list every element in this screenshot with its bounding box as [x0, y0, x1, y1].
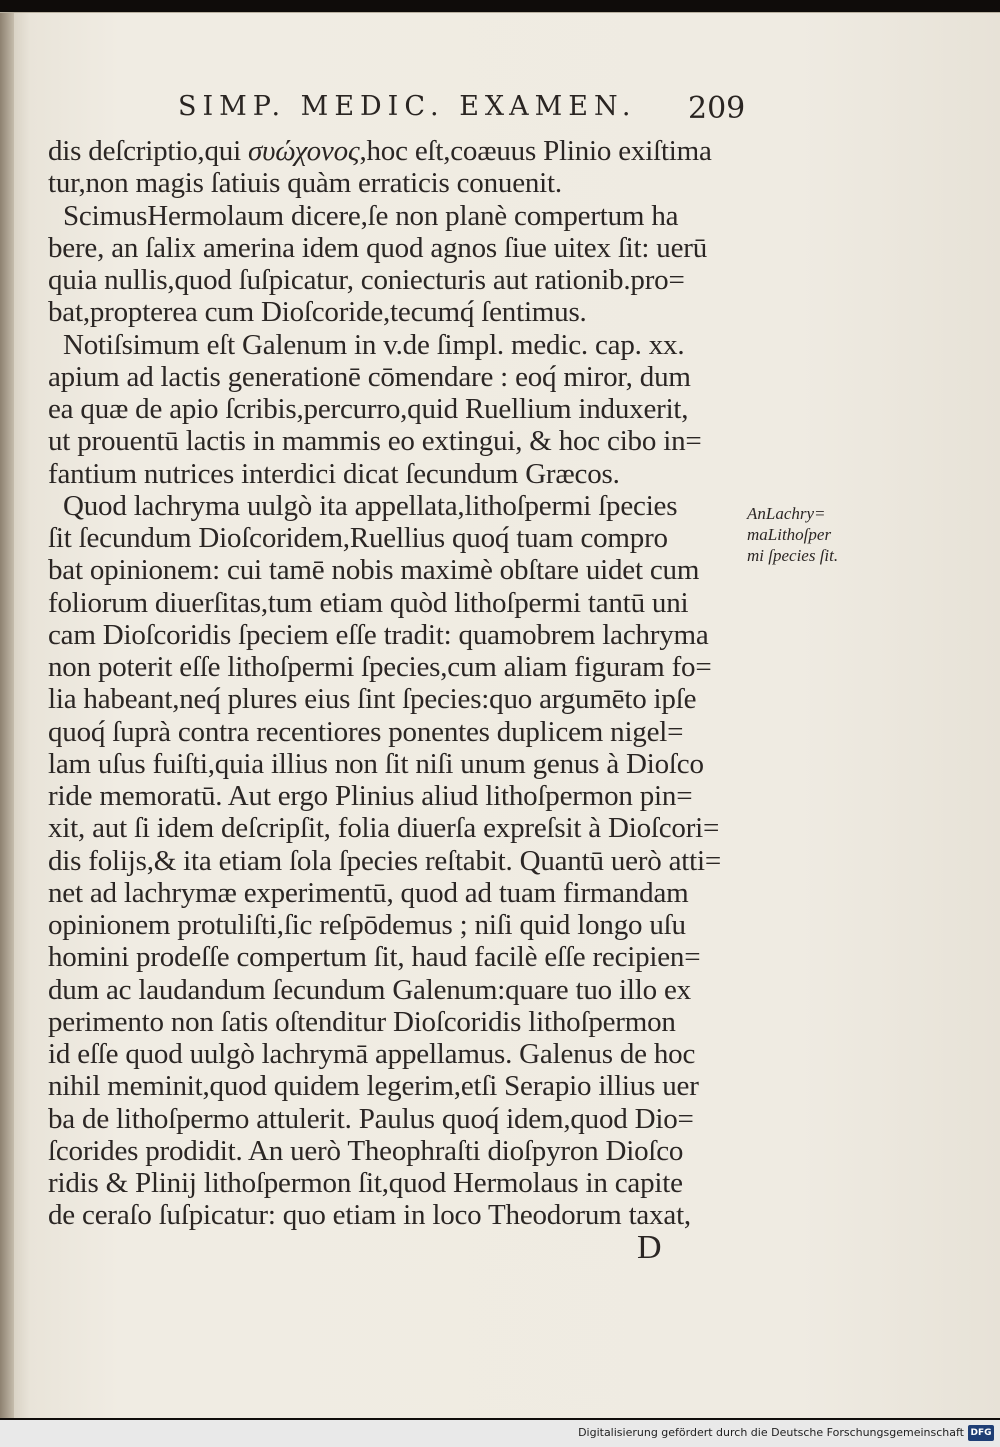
text-line: bat opinionem: cui tamē nobis maximè obſtare uidet cum — [48, 554, 700, 587]
marginal-note — [747, 503, 877, 566]
text-line: ut prouentū lactis in mammis eo extingui, & hoc cibo in= — [48, 425, 702, 458]
text-segment: dis deſcriptio,qui — [48, 135, 248, 167]
marginal-line: mi ſpecies ſit. — [747, 546, 839, 565]
text-line: bat,propterea cum Dioſcoride,tecumq́ ſentimus. — [48, 296, 587, 329]
text-line: ſcorides prodidit. An uerò Theophraſti dioſpyron Dioſco — [48, 1134, 684, 1167]
footer-bar — [0, 1420, 1000, 1447]
text-line: xit, aut ſi idem deſcripſit, folia diuerſa expreſsit à Dioſcori= — [48, 812, 720, 845]
text-line: net ad lachrymæ experimentū, quod ad tuam firmandam — [48, 876, 689, 909]
text-line: id eſſe quod uulgò lachrymā appellamus. Galenus de hoc — [48, 1038, 696, 1070]
text-segment: ,hoc eſt,coæuus Plinio exiſtima — [359, 135, 712, 167]
text-line: lia habeant,neq́ plures eius ſint ſpecies:quo argumēto ipſe — [48, 683, 697, 716]
text-line: ea quæ de apio ſcribis,percurro,quid Ruellium induxerit, — [48, 393, 689, 425]
text-line: fantium nutrices interdici dicat ſecundum Græcos. — [48, 457, 620, 490]
text-line: bere, an ſalix amerina idem quod agnos ſiue uitex ſit: uerū — [48, 231, 708, 264]
text-line: Quod lachryma uulgò ita appellata,lithoſpermi ſpecies — [63, 489, 678, 522]
text-line: quia nullis,quod ſuſpicatur, coniecturis aut rationib.pro= — [48, 264, 685, 296]
book-page — [0, 12, 1000, 1418]
text-line: dis folijs,& ita etiam ſola ſpecies reſtabit. Quantū uerò atti= — [48, 844, 721, 877]
page-number: 209 — [688, 91, 746, 126]
body-text — [48, 135, 748, 1232]
text-line: nihil meminit,quod quidem legerim,etſi Serapio illius uer — [48, 1070, 699, 1103]
text-line: non poterit eſſe lithoſpermi ſpecies,cum aliam figuram fo= — [48, 651, 712, 683]
text-line: Notiſsimum eſt Galenum in v.de ſimpl. medic. cap. xx. — [63, 328, 685, 361]
text-line: apium ad lactis generationē cōmendare : eoq́ miror, dum — [48, 360, 691, 393]
dfg-logo-icon: DFG — [968, 1425, 994, 1441]
text-line: opinionem protuliſti,ſic reſpōdemus ; niſi quid longo uſu — [48, 909, 686, 941]
funding-credit: Digitalisierung gefördert durch die Deutsche Forschungsgemeinschaft — [578, 1426, 964, 1439]
text-line: quoq́ ſuprà contra recentiores ponentes duplicem nigel= — [48, 715, 684, 748]
running-head: SIMP. MEDIC. EXAMEN. — [178, 91, 637, 122]
text-line: ride memoratū. Aut ergo Plinius aliud lithoſpermon pin= — [48, 780, 693, 812]
marginal-line: maLithoſper — [747, 525, 832, 544]
text-line: perimento non ſatis oſtenditur Dioſcoridis lithoſpermon — [48, 1005, 676, 1038]
text-line: ſit ſecundum Dioſcoridem,Ruellius quoq́ tuam compro — [48, 522, 668, 554]
text-line: ba de lithoſpermo attulerit. Paulus quoq́ idem,quod Dio= — [48, 1102, 694, 1135]
greek-word: συώχονος — [247, 135, 360, 167]
text-line: ridis & Plinij lithoſpermon ſit,quod Hermolaus in capite — [48, 1167, 683, 1199]
text-line: cam Dioſcoridis ſpeciem eſſe tradit: quamobrem lachryma — [48, 618, 709, 651]
text-line: lam uſus fuiſti,quia illius non ſit niſi unum genus à Dioſco — [48, 747, 704, 780]
text-line: ScimusHermolaum dicere,ſe non planè compertum ha — [63, 199, 679, 232]
text-line: dum ac laudandum ſecundum Galenum:quare tuo illo ex — [48, 973, 691, 1006]
signature-mark: D — [637, 1229, 662, 1266]
text-line: de ceraſo ſuſpicatur: quo etiam in loco Theodorum taxat, — [48, 1199, 691, 1232]
text-line: tur,non magis ſatiuis quàm erraticis conuenit. — [48, 167, 562, 200]
text-line: foliorum diuerſitas,tum etiam quòd lithoſpermi tantū uni — [48, 586, 689, 619]
marginal-line: AnLachry= — [747, 504, 826, 523]
text-line — [48, 135, 748, 167]
text-line: homini prodeſſe compertum ſit, haud facilè eſſe recipien= — [48, 941, 701, 974]
